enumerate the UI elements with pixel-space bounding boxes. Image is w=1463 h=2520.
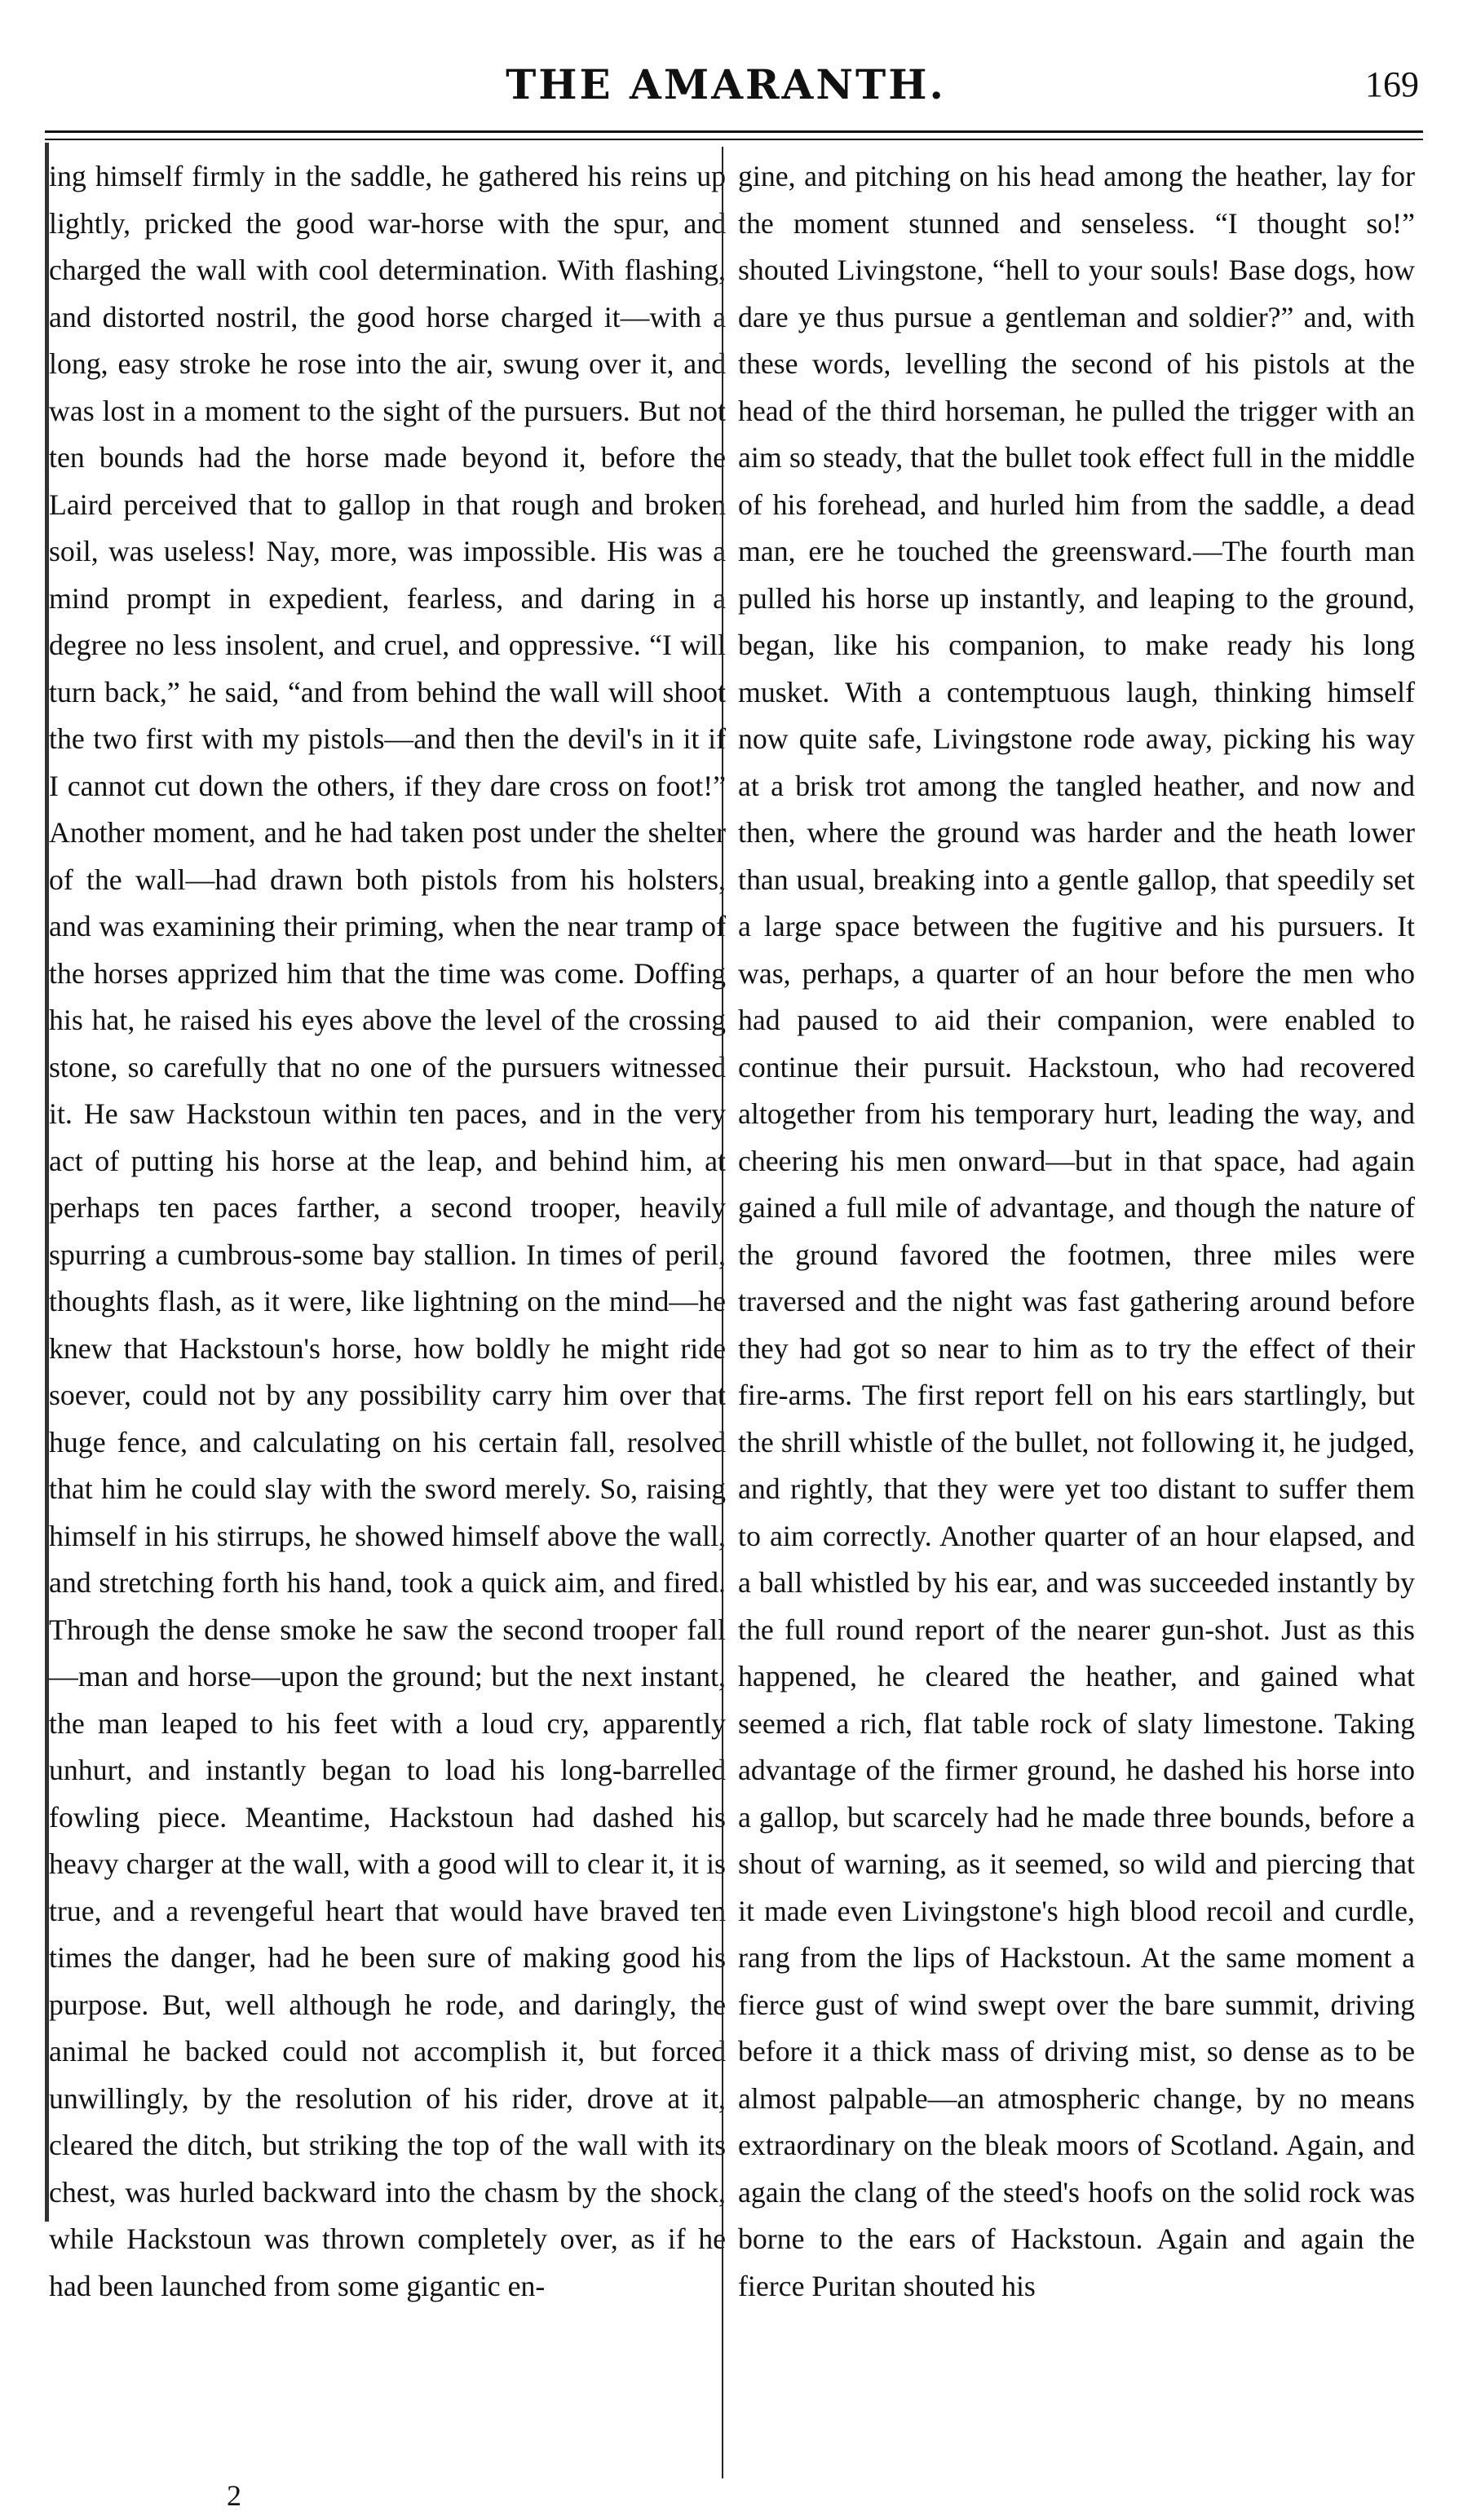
right-column-text: gine, and pitching on his head among the heather, lay for the moment stunned and senseless. “I thought so!” shouted Livingstone, “hell to your souls! Base dogs, how dare ye thus pursue a gentleman and soldier?” and, with these words, levelling the second of his pistols at the head of the third horseman, he pulled the trigger with an aim so steady, that the bullet took effect full in the middle of his forehead, and hurled him from the saddle, a dead man, ere he touched the greensward.—The fourth man pulled his horse up instantly, and leaping to the ground, began, like his companion, to make ready his long musket. With a contemptuous laugh, thinking himself now quite safe, Livingstone rode away, picking his way at a brisk trot among the tangled heather, and now and then, where the ground was harder and the heath lower than usual, breaking into a gentle gallop, that speedily set a large space between the fugitive and his pursuers. It was, perhaps, a quarter of an hour before the men who had paused to aid their companion, were enabled to continue their pursuit. Hackstoun, who had recovered altogether from his temporary hurt, leading the way, and cheering his men onward—but in that space, had again gained a full mile of advantage, and though the nature of the ground favored the footmen, three miles were traversed and the night was fast gathering around before they had got so near to him as to try the effect of their fire-arms. The first report fell on his ears startlingly, but the shrill whistle of the bullet, not following it, he judged, and rightly, that they were yet too distant to suffer them to aim correctly. Another quarter of an hour elapsed, and a ball whistled by his ear, and was succeeded instantly by the full round report of the nearer gun-shot. Just as this happened, he cleared the heather, and gained what seemed a rich, flat table rock of slaty limestone. Taking advantage of the firmer ground, he dashed his horse into a gallop, but scarcely had he made three bounds, before a shout of warning, as it seemed, so wild and piercing that it made even Livingstone's high blood recoil and curdle, rang from the lips of Hackstoun. At the same moment a fierce gust of wind swept over the bare summit, driving before it a thick mass of driving mist, so dense as to be almost palpable—an atmospheric change, by no means extraordinary on the bleak moors of Scotland. Again, and again the clang of the steed's hoofs on the solid rock was borne to the ears of Hackstoun. Again and again the fierce Puritan shouted his (738, 160, 1415, 2302)
column-divider (722, 147, 723, 2478)
running-header (33, 49, 1419, 114)
page-number: 169 (1365, 64, 1419, 104)
left-column-text: ing himself firmly in the saddle, he gathered his reins up lightly, pricked the good war-horse with the spur, and charged the wall with cool determination. With flashing, and distorted nostril, the good horse charged it—with a long, easy stroke he rose into the air, swung over it, and was lost in a moment to the sight of the pursuers. But not ten bounds had the horse made beyond it, before the Laird perceived that to gallop in that rough and broken soil, was useless! Nay, more, was impossible. His was a mind prompt in expedient, fearless, and daring in a degree no less insolent, and cruel, and oppressive. “I will turn back,” he said, “and from behind the wall will shoot the two first with my pistols—and then the devil's in it if I cannot cut down the others, if they dare cross on foot!” Another moment, and he had taken post under the shelter of the wall—had drawn both pistols from his holsters, and was examining their priming, when the near tramp of the horses apprized him that the time was come. Doffing his hat, he raised his eyes above the level of the crossing stone, so carefully that no one of the pursuers witnessed it. He saw Hackstoun within ten paces, and in the very act of putting his horse at the leap, and behind him, at perhaps ten paces farther, a second trooper, heavily spurring a cumbrous-some bay stallion. In times of peril, thoughts flash, as it were, like lightning on the mind—he knew that Hackstoun's horse, how boldly he might ride soever, could not by any possibility carry him over that huge fence, and calculating on his certain fall, resolved that him he could slay with the sword merely. So, raising himself in his stirrups, he showed himself above the wall, and stretching forth his hand, took a quick aim, and fired. Through the dense smoke he saw the second trooper fall—man and horse—upon the ground; but the next instant, the man leaped to his feet with a loud cry, apparently unhurt, and instantly began to load his long-barrelled fowling piece. Meantime, Hackstoun had dashed his heavy charger at the wall, with a good will to clear it, it is true, and a revengeful heart that would have braved ten times the danger, had he been sure of making good his purpose. But, well although he rode, and daringly, the animal he backed could not accomplish it, but forced unwillingly, by the resolution of his rider, drove at it, cleared the ditch, but striking the top of the wall with its chest, was hurled backward into the chasm by the shock, while Hackstoun was thrown completely over, as if he had been launched from some gigantic en- (49, 160, 726, 2302)
running-title: THE AMARANTH. (506, 60, 946, 108)
signature-mark: 2 (227, 2479, 241, 2512)
header-rule-thin (45, 139, 1423, 140)
right-column (738, 153, 1415, 2470)
header-rule (45, 130, 1423, 133)
left-column (49, 153, 726, 2470)
